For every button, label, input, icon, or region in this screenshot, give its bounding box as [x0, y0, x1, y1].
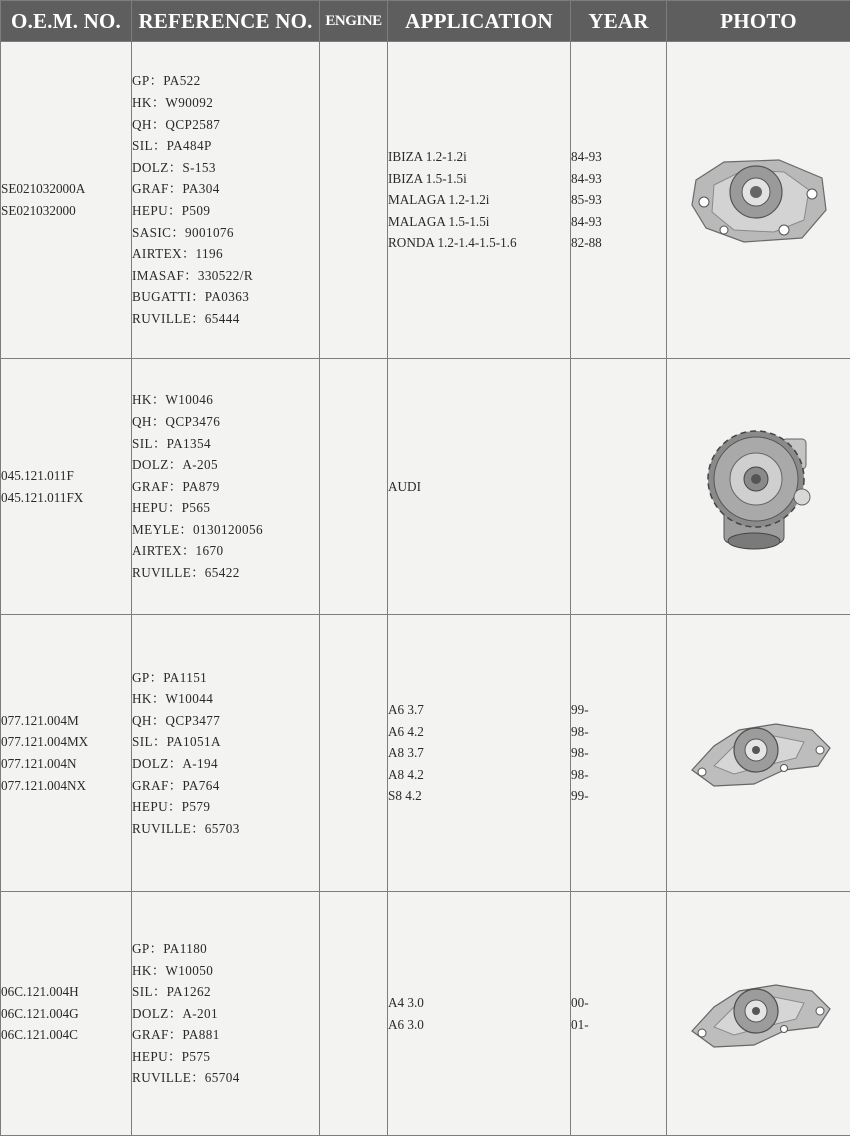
application-cell-line: IBIZA 1.5-1.5i [388, 168, 570, 190]
reference-number-cell-line: SIL：PA484P [132, 135, 319, 157]
water-pump-flanged-icon [667, 150, 850, 250]
header-reference: REFERENCE NO. [132, 1, 320, 42]
reference-number-cell [132, 359, 320, 615]
reference-number-cell-line: RUVILLE：65703 [132, 818, 319, 840]
table-row [1, 359, 850, 615]
reference-number-cell-line: QH：QCP3477 [132, 710, 319, 732]
reference-number-cell-line: RUVILLE：65422 [132, 562, 319, 584]
year-cell-line: 98- [571, 742, 666, 764]
year-cell [571, 892, 667, 1136]
engine-cell [320, 42, 388, 359]
reference-number-cell-line: SIL：PA1262 [132, 981, 319, 1003]
application-cell-line: MALAGA 1.5-1.5i [388, 211, 570, 233]
oem-number-cell [1, 892, 132, 1136]
year-cell-line: 00- [571, 992, 666, 1014]
year-cell-line: 82-88 [571, 232, 666, 254]
reference-number-cell-line: DOLZ：A-201 [132, 1003, 319, 1025]
header-row [1, 1, 850, 42]
reference-number-cell-line: DOLZ：A-194 [132, 753, 319, 775]
oem-number-cell-line: SE021032000A [1, 178, 131, 200]
engine-cell [320, 892, 388, 1136]
reference-number-cell-line: AIRTEX：1196 [132, 243, 319, 265]
oem-number-cell-line: 045.121.011F [1, 465, 131, 487]
reference-number-cell-line: HK：W10050 [132, 960, 319, 982]
application-cell [388, 892, 571, 1136]
year-cell-line: 85-93 [571, 189, 666, 211]
reference-number-cell-line: DOLZ：A-205 [132, 454, 319, 476]
water-pump-housing-icon [667, 969, 850, 1059]
reference-number-cell-line: GRAF：PA764 [132, 775, 319, 797]
application-cell-line: MALAGA 1.2-1.2i [388, 189, 570, 211]
reference-number-cell-line: GP：PA1151 [132, 667, 319, 689]
header-year: YEAR [571, 1, 667, 42]
year-cell-line: 84-93 [571, 146, 666, 168]
application-cell [388, 615, 571, 892]
reference-number-cell-line: GP：PA1180 [132, 938, 319, 960]
year-cell-line: 99- [571, 699, 666, 721]
reference-number-cell-line: GRAF：PA881 [132, 1024, 319, 1046]
reference-number-cell-line: GRAF：PA304 [132, 178, 319, 200]
reference-number-cell-line: HK：W10044 [132, 688, 319, 710]
reference-number-cell-line: RUVILLE：65704 [132, 1067, 319, 1089]
reference-number-cell-line: QH：QCP2587 [132, 114, 319, 136]
application-cell-line: A8 4.2 [388, 764, 570, 786]
oem-number-cell-line: SE021032000 [1, 200, 131, 222]
photo-cell [667, 42, 850, 359]
reference-number-cell-line: GP：PA522 [132, 70, 319, 92]
reference-number-cell-line: DOLZ：S-153 [132, 157, 319, 179]
oem-number-cell-line: 06C.121.004H [1, 981, 131, 1003]
year-cell [571, 615, 667, 892]
reference-number-cell-line: SASIC：9001076 [132, 222, 319, 244]
year-cell-line: 99- [571, 785, 666, 807]
oem-number-cell-line: 06C.121.004C [1, 1024, 131, 1046]
year-cell-line: 84-93 [571, 211, 666, 233]
photo-cell [667, 892, 850, 1136]
table-row [1, 42, 850, 359]
reference-number-cell-line: HEPU：P509 [132, 200, 319, 222]
header-engine: ENGINE [320, 1, 388, 42]
water-pump-gear-icon [667, 417, 850, 557]
reference-number-cell [132, 42, 320, 359]
year-cell-line: 98- [571, 764, 666, 786]
reference-number-cell-line: HK：W10046 [132, 389, 319, 411]
year-cell [571, 359, 667, 615]
application-cell-line: A6 4.2 [388, 721, 570, 743]
application-cell-line: A8 3.7 [388, 742, 570, 764]
reference-number-cell [132, 892, 320, 1136]
reference-number-cell-line: HEPU：P579 [132, 796, 319, 818]
application-cell-line: RONDA 1.2-1.4-1.5-1.6 [388, 232, 570, 254]
water-pump-housing-icon [667, 708, 850, 798]
table-row [1, 892, 850, 1136]
reference-number-cell-line: HEPU：P565 [132, 497, 319, 519]
photo-cell [667, 615, 850, 892]
year-cell [571, 42, 667, 359]
application-cell-line: IBIZA 1.2-1.2i [388, 146, 570, 168]
oem-number-cell-line: 077.121.004NX [1, 775, 131, 797]
reference-number-cell-line: QH：QCP3476 [132, 411, 319, 433]
application-cell [388, 42, 571, 359]
reference-number-cell-line: GRAF：PA879 [132, 476, 319, 498]
application-cell-line: A4 3.0 [388, 992, 570, 1014]
oem-number-cell-line: 06C.121.004G [1, 1003, 131, 1025]
reference-number-cell-line: MEYLE：0130120056 [132, 519, 319, 541]
engine-cell [320, 615, 388, 892]
oem-number-cell-line: 077.121.004MX [1, 731, 131, 753]
engine-cell [320, 359, 388, 615]
oem-number-cell [1, 615, 132, 892]
photo-cell [667, 359, 850, 615]
year-cell-line: 98- [571, 721, 666, 743]
application-cell-line: S8 4.2 [388, 785, 570, 807]
reference-number-cell-line: SIL：PA1051A [132, 731, 319, 753]
reference-number-cell-line: HEPU：P575 [132, 1046, 319, 1068]
reference-number-cell-line: RUVILLE：65444 [132, 308, 319, 330]
oem-number-cell-line: 045.121.011FX [1, 487, 131, 509]
oem-number-cell-line: 077.121.004M [1, 710, 131, 732]
year-cell-line: 01- [571, 1014, 666, 1036]
reference-number-cell-line: BUGATTI：PA0363 [132, 286, 319, 308]
reference-number-cell-line: SIL：PA1354 [132, 433, 319, 455]
header-application: APPLICATION [388, 1, 571, 42]
application-cell-line: A6 3.0 [388, 1014, 570, 1036]
oem-number-cell [1, 359, 132, 615]
oem-number-cell [1, 42, 132, 359]
application-cell-line: AUDI [388, 476, 570, 498]
reference-number-cell-line: HK：W90092 [132, 92, 319, 114]
reference-number-cell [132, 615, 320, 892]
year-cell-line: 84-93 [571, 168, 666, 190]
table-row [1, 615, 850, 892]
oem-number-cell-line: 077.121.004N [1, 753, 131, 775]
reference-number-cell-line: AIRTEX：1670 [132, 540, 319, 562]
application-cell [388, 359, 571, 615]
reference-number-cell-line: IMASAF：330522/R [132, 265, 319, 287]
application-cell-line: A6 3.7 [388, 699, 570, 721]
header-oem: O.E.M. NO. [1, 1, 132, 42]
header-photo: PHOTO [667, 1, 850, 42]
